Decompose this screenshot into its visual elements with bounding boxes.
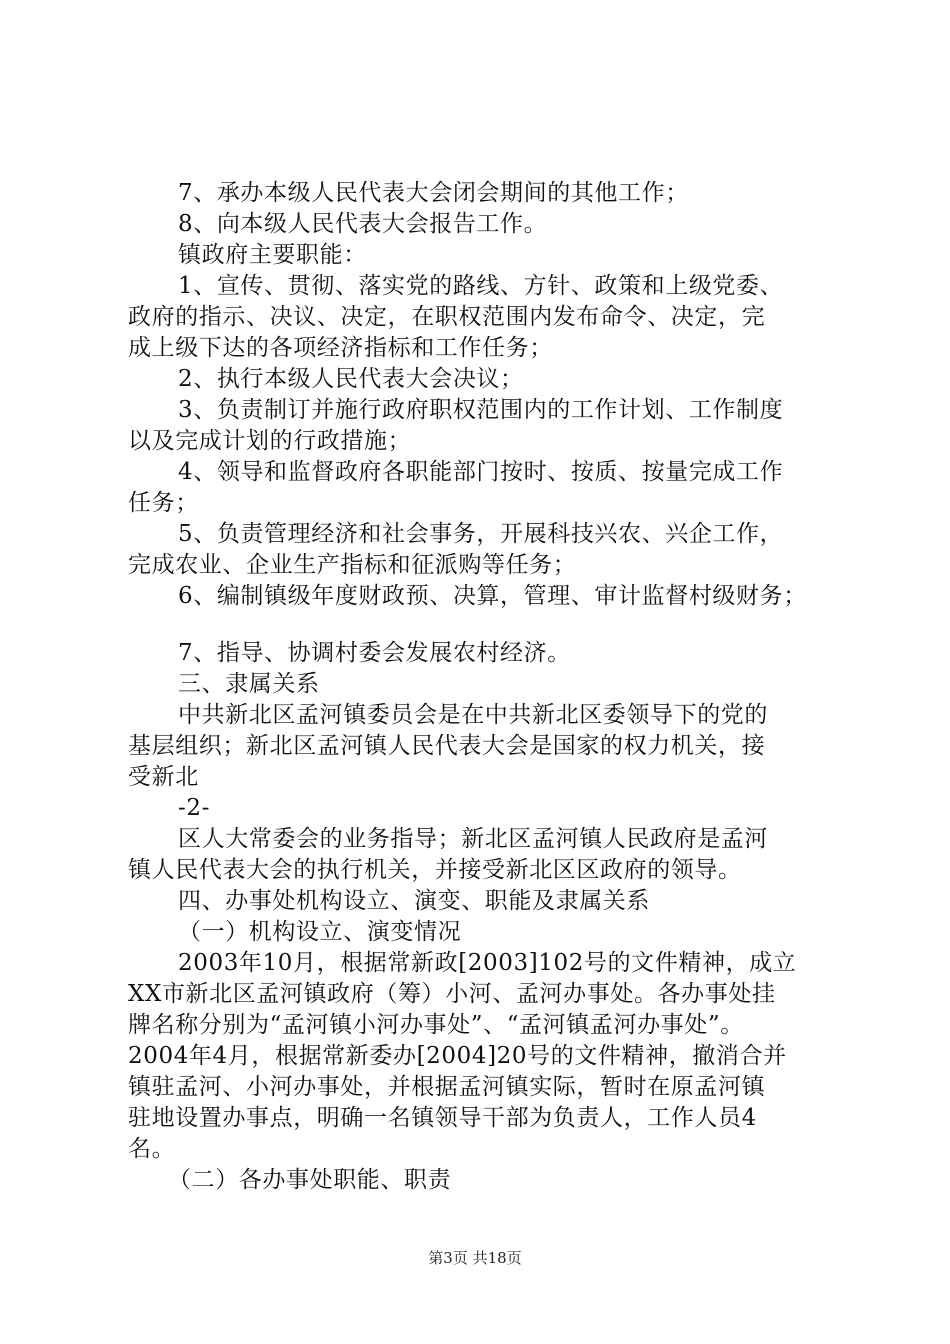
section-heading: 镇政府主要职能： [178,242,367,268]
text-line: 2、执行本级人民代表大会决议； [178,366,524,392]
text-line: 任务； [128,490,199,516]
inline-page-number: -2- [178,795,210,821]
text-line: 区人大常委会的业务指导；新北区孟河镇人民政府是孟河 [178,826,768,852]
subsection-heading: （一）机构设立、演变情况 [178,919,462,945]
text-line: 2003年10月，根据常新政[2003]102号的文件精神，成立 [178,950,797,976]
text-line: 2004年4月，根据常新委办[2004]20号的文件精神，撤消合并 [128,1043,787,1069]
text-line: XX市新北区孟河镇政府（筹）小河、孟河办事处。各办事处挂 [128,981,776,1007]
text-line: 成上级下达的各项经济指标和工作任务； [128,335,553,361]
subsection-heading: （二）各办事处职能、职责 [168,1167,452,1193]
text-line: 镇人民代表大会的执行机关，并接受新北区区政府的领导。 [128,857,742,883]
text-line: 8、向本级人民代表大会报告工作。 [178,211,548,237]
text-line: 5、负责管理经济和社会事务，开展科技兴农、兴企工作， [178,521,784,547]
text-line: 7、指导、协调村委会发展农村经济。 [178,640,571,666]
text-line: 4、领导和监督政府各职能部门按时、按质、按量完成工作 [178,459,784,485]
text-line: 6、编制镇级年度财政预、决算，管理、审计监督村级财务； [178,583,807,609]
section-heading: 三、隶属关系 [178,671,320,697]
text-line: 名。 [128,1136,176,1162]
text-line: 政府的指示、决议、决定，在职权范围内发布命令、决定，完 [128,304,766,330]
text-line: 完成农业、企业生产指标和征派购等任务； [128,552,577,578]
text-line: 受新北 [128,764,199,790]
section-heading: 四、办事处机构设立、演变、职能及隶属关系 [178,888,650,914]
text-line: 3、负责制订并施行政府职权范围内的工作计划、工作制度 [178,397,784,423]
text-line: 中共新北区孟河镇委员会是在中共新北区委领导下的党的 [178,702,768,728]
text-line: 牌名称分别为“孟河镇小河办事处”、“孟河镇孟河办事处”。 [128,1012,744,1038]
text-line: 镇驻孟河、小河办事处，并根据孟河镇实际，暂时在原孟河镇 [128,1074,766,1100]
text-line: 7、承办本级人民代表大会闭会期间的其他工作； [178,180,689,206]
text-line: 以及完成计划的行政措施； [128,428,412,454]
text-line: 1、宣传、贯彻、落实党的路线、方针、政策和上级党委、 [178,273,784,299]
text-line: 基层组织；新北区孟河镇人民代表大会是国家的权力机关，接 [128,733,766,759]
page-footer: 第3页 共18页 [428,1249,522,1267]
text-line: 驻地设置办事点，明确一名镇领导干部为负责人，工作人员4 [128,1105,757,1131]
